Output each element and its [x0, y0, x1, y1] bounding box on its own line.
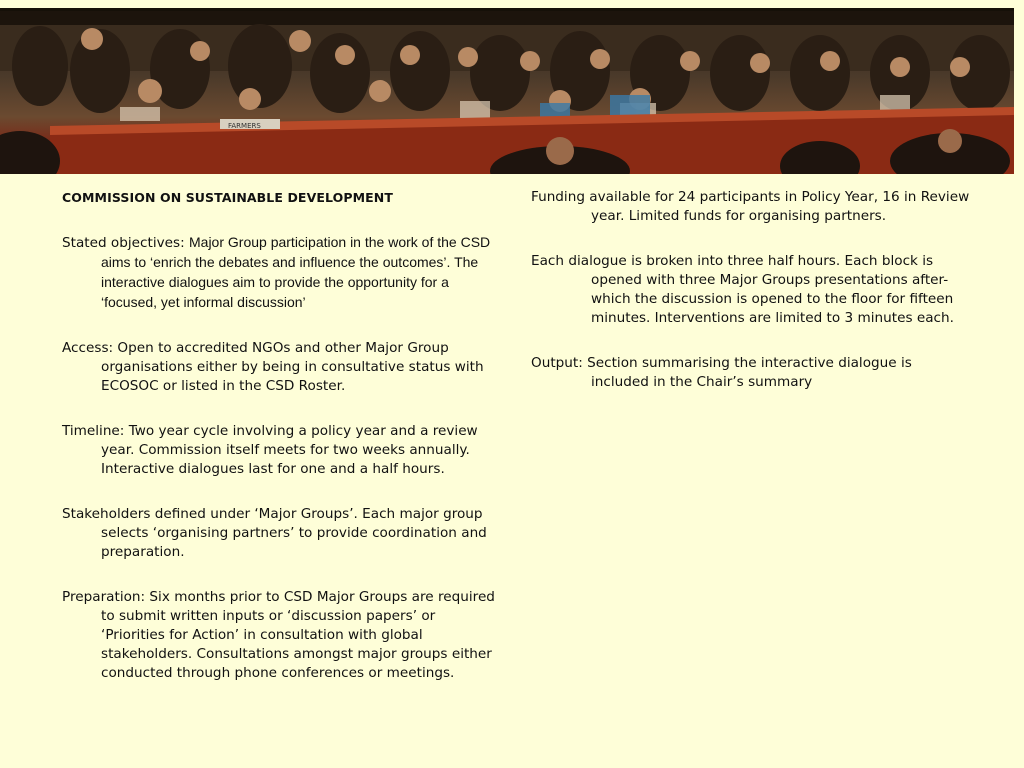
dialogue-paragraph: Each dialogue is broken into three half hours. Each block is opened with three Major Groups presentations after-which the discussion is opened to the floor for fifteen minutes. Interventions are limited to 3 minutes each.: [531, 253, 954, 326]
left-column: [62, 188, 502, 709]
meeting-photo: [0, 8, 1014, 174]
access-paragraph: Access: Open to accredited NGOs and other Major Group organisations either by being in consultative status with ECOSOC or listed in the CSD Roster.: [62, 340, 484, 394]
header-banner: [0, 0, 1024, 173]
objectives-text: Major Group participation in the work of the CSD aims to ‘enrich the debates and influence the outcomes’. The interactive dialogues aim to provide the opportunity for a ‘focused, yet informal discussion’: [101, 234, 491, 310]
banner-edge: [1014, 8, 1024, 171]
objectives-paragraph: [62, 233, 502, 313]
preparation-paragraph: Preparation: Six months prior to CSD Major Groups are required to submit written inputs or ‘discussion papers’ or ‘Priorities for Action’ in consultation with global stakeholders. Consultations amongst major groups either conducted through phone conferences or meetings.: [62, 589, 495, 681]
output-paragraph: Output: Section summarising the interactive dialogue is included in the Chair’s summary: [531, 355, 912, 390]
stakeholders-paragraph: Stakeholders defined under ‘Major Groups’. Each major group selects ‘organising partners’ to provide coordination and preparation.: [62, 506, 487, 560]
timeline-paragraph: Timeline: Two year cycle involving a policy year and a review year. Commission itself meets for two weeks annually. Interactive dialogues last for one and a half hours.: [62, 423, 478, 477]
objectives-label: Stated objectives:: [62, 235, 189, 251]
nameplate-label: FARMERS: [228, 122, 261, 130]
page-title: COMMISSION ON SUSTAINABLE DEVELOPMENT: [62, 190, 393, 205]
right-column: [531, 188, 971, 418]
funding-paragraph: Funding available for 24 participants in Policy Year, 16 in Review year. Limited funds for organising partners.: [531, 189, 970, 224]
